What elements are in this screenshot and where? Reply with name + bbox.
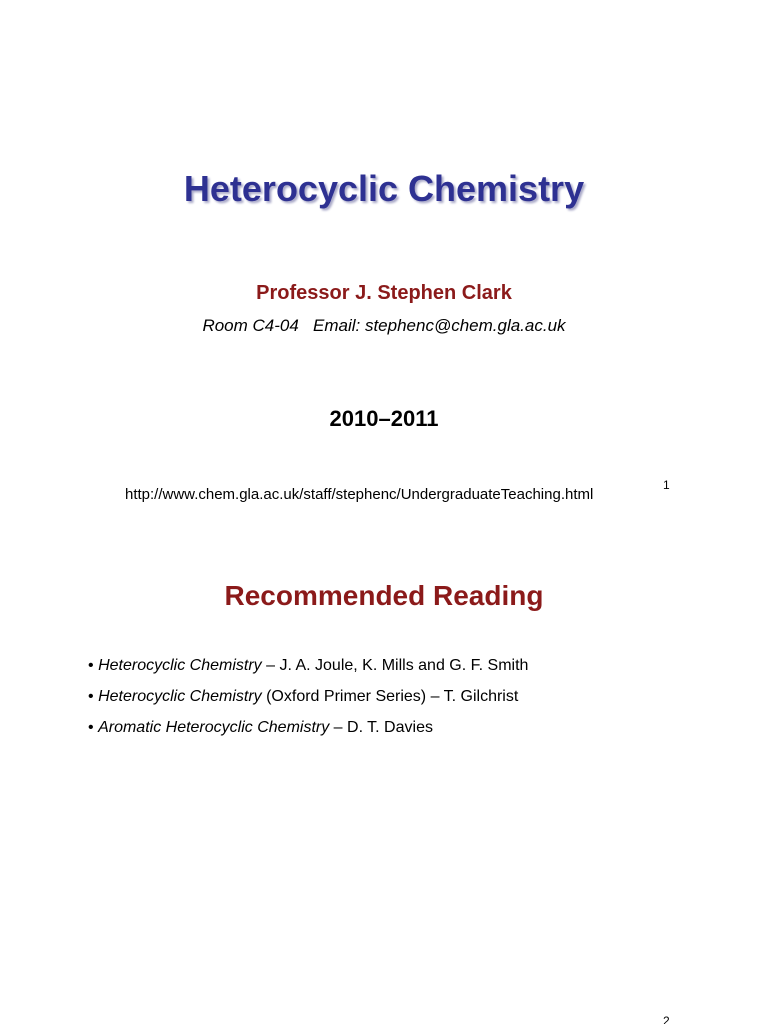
list-item xyxy=(88,655,528,686)
academic-years: 2010–2011 xyxy=(329,406,439,431)
book-title: Heterocyclic Chemistry xyxy=(98,688,262,705)
list-item xyxy=(88,686,528,717)
list-item xyxy=(88,717,528,748)
reading-heading: Recommended Reading xyxy=(224,580,544,611)
book-title: Heterocyclic Chemistry xyxy=(98,657,262,674)
bullet: • xyxy=(88,657,94,674)
contact-info: Room C4-04 Email: stephenc@chem.gla.ac.uk xyxy=(202,316,566,335)
page-number: 2 xyxy=(663,1014,670,1024)
course-url: http://www.chem.gla.ac.uk/staff/stephenc/UndergraduateTeaching.html xyxy=(125,486,594,503)
book-title: Aromatic Heterocyclic Chemistry xyxy=(98,719,330,736)
page-number: 1 xyxy=(663,478,670,492)
author-name: Professor J. Stephen Clark xyxy=(256,282,512,304)
book-details: (Oxford Primer Series) – T. Gilchrist xyxy=(261,688,519,705)
bullet: • xyxy=(88,719,94,736)
slide-title: Heterocyclic Chemistry xyxy=(183,168,585,209)
bullet: • xyxy=(88,688,94,705)
reading-list xyxy=(88,655,528,748)
book-details: – J. A. Joule, K. Mills and G. F. Smith xyxy=(261,657,529,674)
book-details: – D. T. Davies xyxy=(329,719,433,736)
